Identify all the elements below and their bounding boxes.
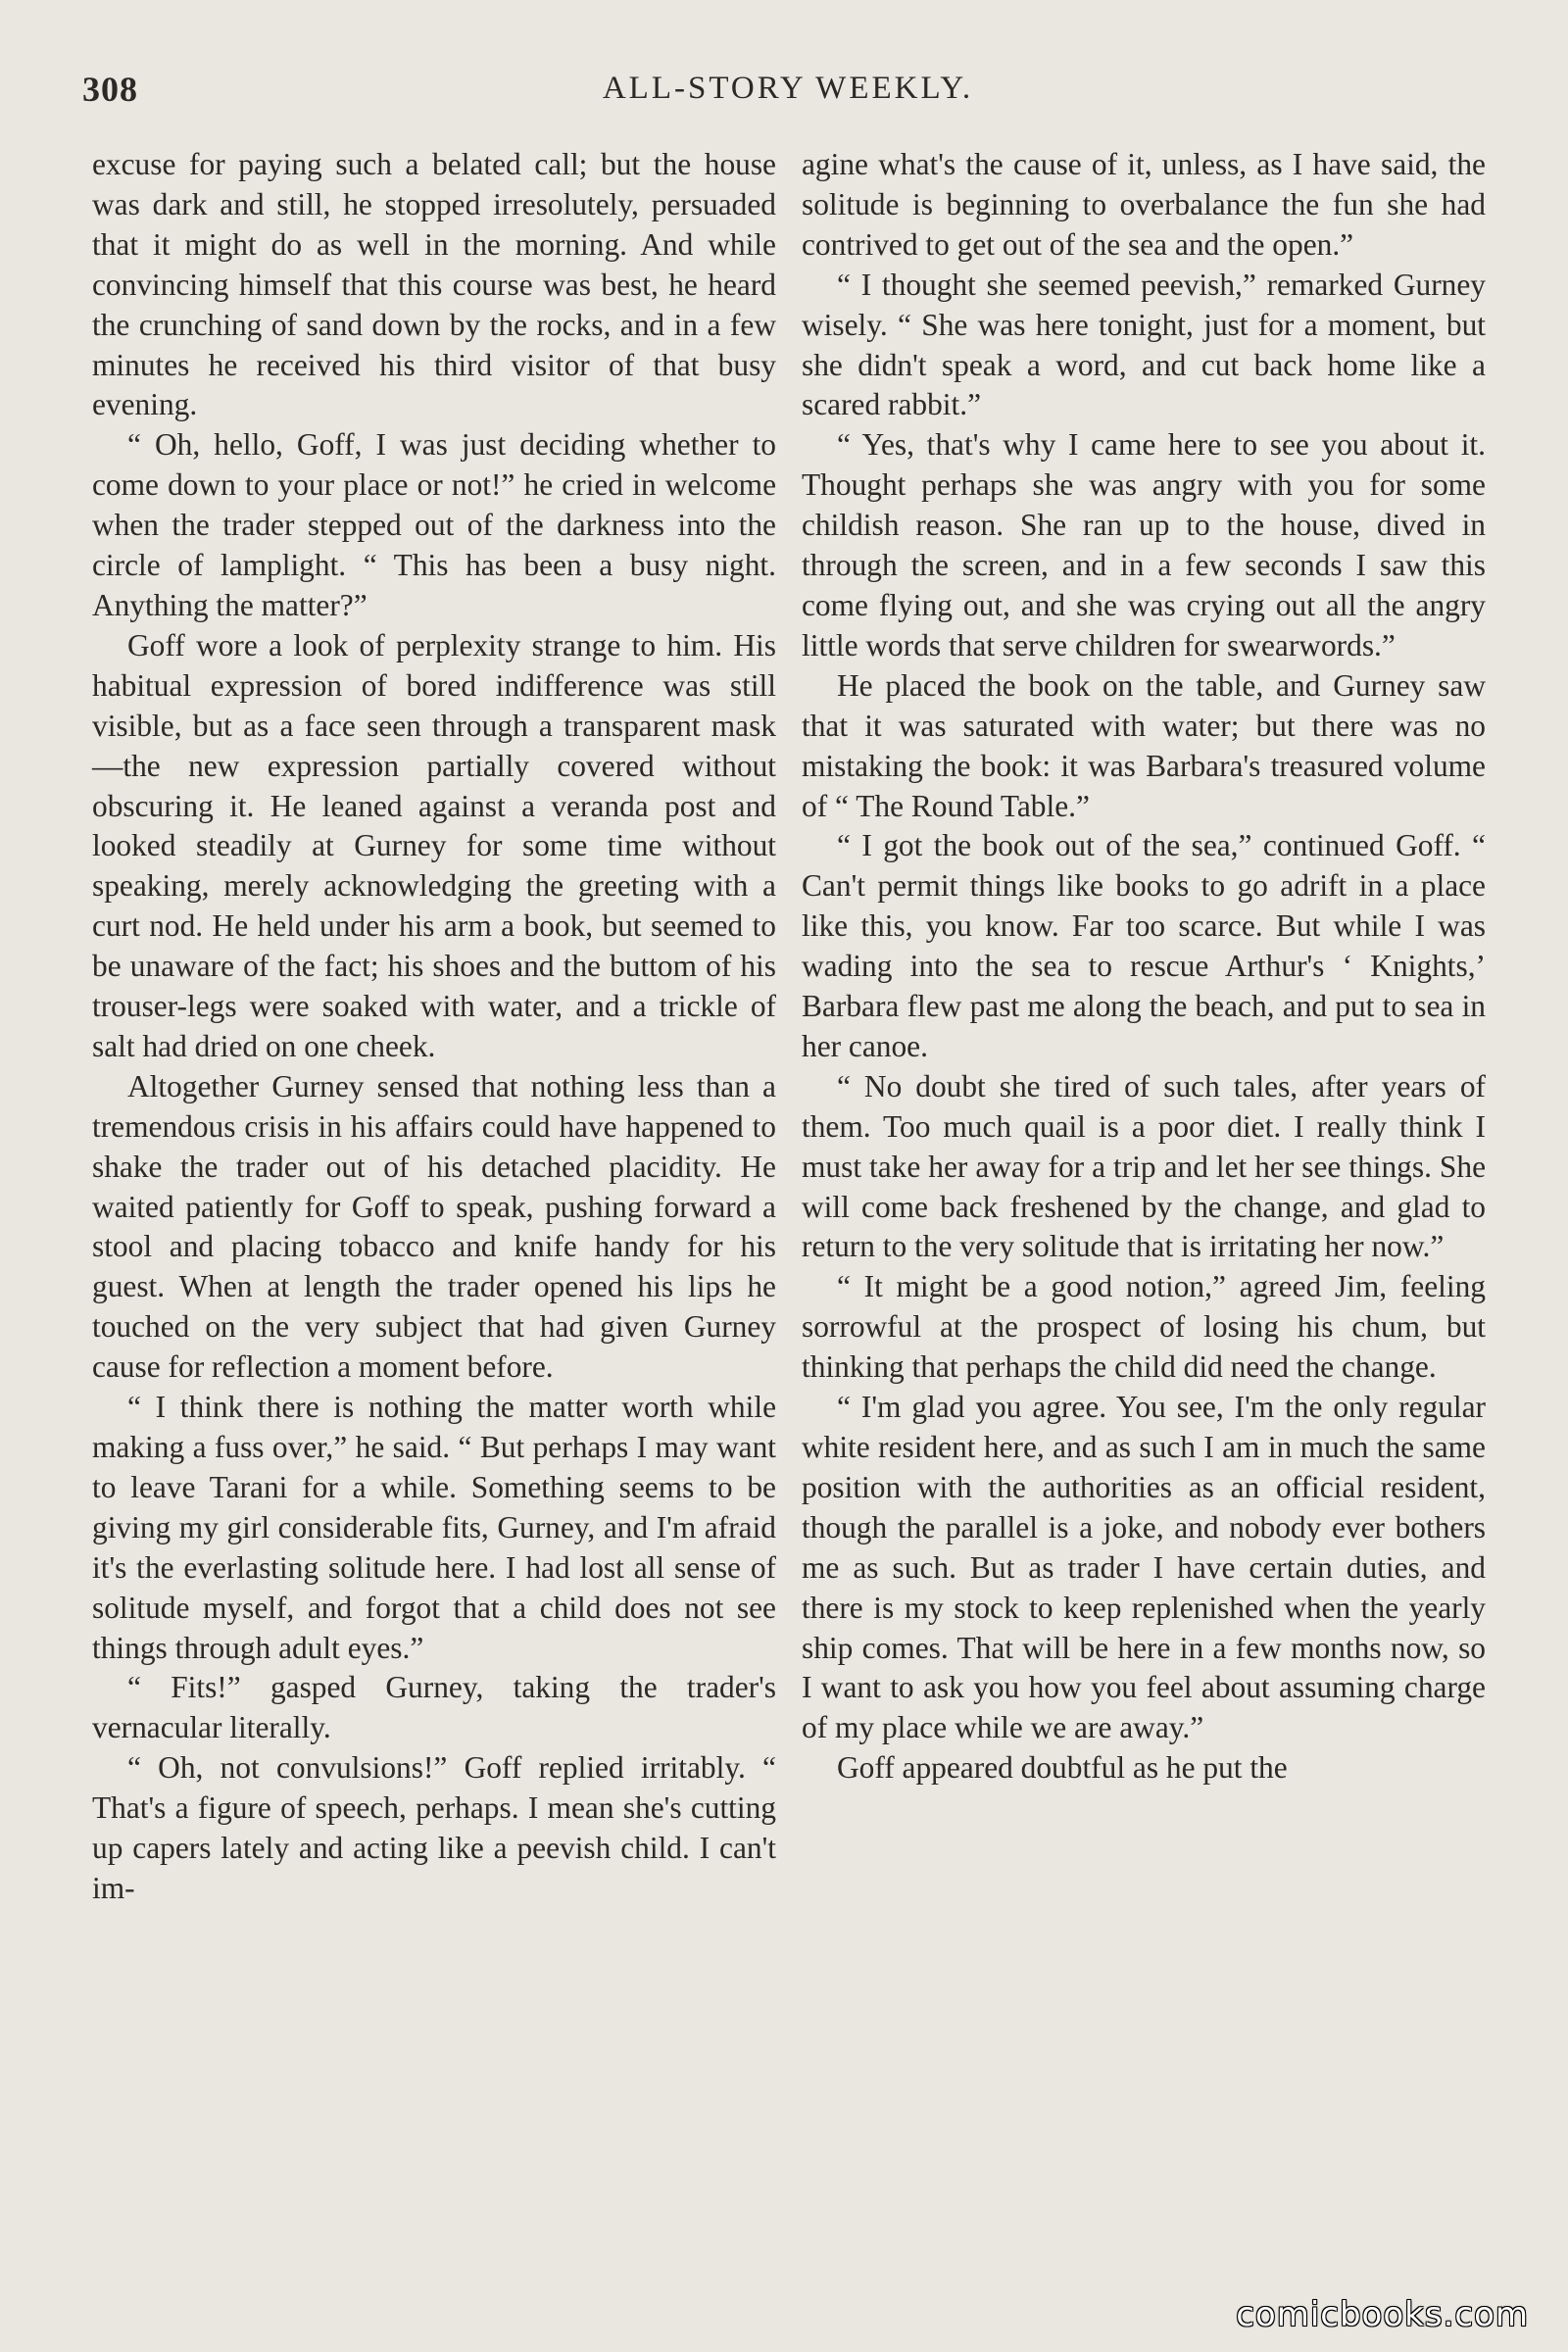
paragraph: Altogether Gurney sensed that nothing less than a tremendous crisis in his affairs could have happened to shake the trader out of his detached placidity. He waited patiently for Goff to speak, pushing forward a stool and placing tobacco and knife handy for his guest. When at length the trader opened his lips he touched on the very subject that had given Gurney cause for reflection a moment before.: [92, 1068, 776, 1385]
watermark: comicbooks.com: [1236, 2295, 1529, 2334]
paragraph: He placed the book on the table, and Gurney saw that it was saturated with water; but there was no mistaking the book: it was Barbara's treasured volume of “ The Round Table.”: [802, 667, 1486, 823]
paragraph: “ I got the book out of the sea,” continued Goff. “ Can't permit things like books to go adrift in a place like this, you know. Far too scarce. But while I was wading into the sea to rescue Arthur's ‘ Knights,’ Barbara flew past me along the beach, and put to sea in her canoe.: [802, 828, 1486, 1063]
paragraph: “ It might be a good notion,” agreed Jim, feeling sorrowful at the prospect of losing his chum, but thinking that perhaps the child did need the change.: [802, 1269, 1486, 1385]
paragraph: “ Oh, not convulsions!” Goff replied irritably. “ That's a figure of speech, perhaps. I mean she's cutting up capers lately and acting like a peevish child. I can't im-: [92, 1750, 776, 1905]
paragraph: “ No doubt she tired of such tales, after years of them. Too much quail is a poor diet. I really think I must take her away for a trip and let her see things. She will come back freshened by the change, and glad to return to the very solitude that is irritating her now.”: [802, 1068, 1486, 1264]
paragraph: “ I think there is nothing the matter worth while making a fuss over,” he said. “ But perhaps I may want to leave Tarani for a while. Something seems to be giving my girl considerable fits, Gurney, and I'm afraid it's the everlasting solitude here. I had lost all sense of solitude myself, and forgot that a child does not see things through adult eyes.”: [92, 1390, 776, 1665]
paragraph: “ I'm glad you agree. You see, I'm the only regular white resident here, and as such I am in much the same position with the authorities as an official resident, though the parallel is a joke, and nobody ever bothers me as such. But as trader I have certain duties, and there is my stock to keep replenished when the yearly ship comes. That will be here in a few months now, so I want to ask you how you feel about assuming charge of my place while we are away.”: [802, 1390, 1486, 1745]
paragraph: “ I thought she seemed peevish,” remarked Gurney wisely. “ She was here tonight, just for a moment, but she didn't speak a word, and cut back home like a scared rabbit.”: [802, 267, 1486, 422]
paragraph: “ Oh, hello, Goff, I was just deciding whether to come down to your place or not!” he cried in welcome when the trader stepped out of the darkness into the circle of lamplight. “ This has been a busy night. Anything the matter?”: [92, 427, 776, 622]
left-column: [92, 145, 776, 1909]
paragraph: excuse for paying such a belated call; but the house was dark and still, he stopped irresolutely, persuaded that it might do as well in the morning. And while convincing himself that this course was best, he heard the crunching of sand down by the rocks, and in a few minutes he received his third visitor of that busy evening.: [92, 147, 776, 422]
page-number: 308: [82, 70, 138, 109]
paragraph: “ Yes, that's why I came here to see you about it. Thought perhaps she was angry with you for some childish reason. She ran up to the house, dived in through the screen, and in a few seconds I saw this come flying out, and she was crying out all the angry little words that serve children for swearwords.”: [802, 427, 1486, 662]
right-column: [802, 145, 1486, 1788]
paragraph: “ Fits!” gasped Gurney, taking the trader's vernacular literally.: [92, 1670, 776, 1745]
paragraph: Goff wore a look of perplexity strange to him. His habitual expression of bored indifference was still visible, but as a face seen through a transparent mask—the new expression partially covered without obscuring it. He leaned against a veranda post and looked steadily at Gurney for some time without speaking, merely acknowledging the greeting with a curt nod. He held under his arm a book, but seemed to be unaware of the fact; his shoes and the buttom of his trouser-legs were soaked with water, and a trickle of salt had dried on one cheek.: [92, 627, 776, 1063]
running-title: ALL-STORY WEEKLY.: [602, 71, 974, 106]
paragraph: Goff appeared doubtful as he put the: [837, 1750, 1288, 1786]
page-header: [82, 69, 1494, 127]
paragraph: agine what's the cause of it, unless, as I have said, the solitude is beginning to overbalance the fun she had contrived to get out of the sea and the open.”: [802, 147, 1486, 262]
